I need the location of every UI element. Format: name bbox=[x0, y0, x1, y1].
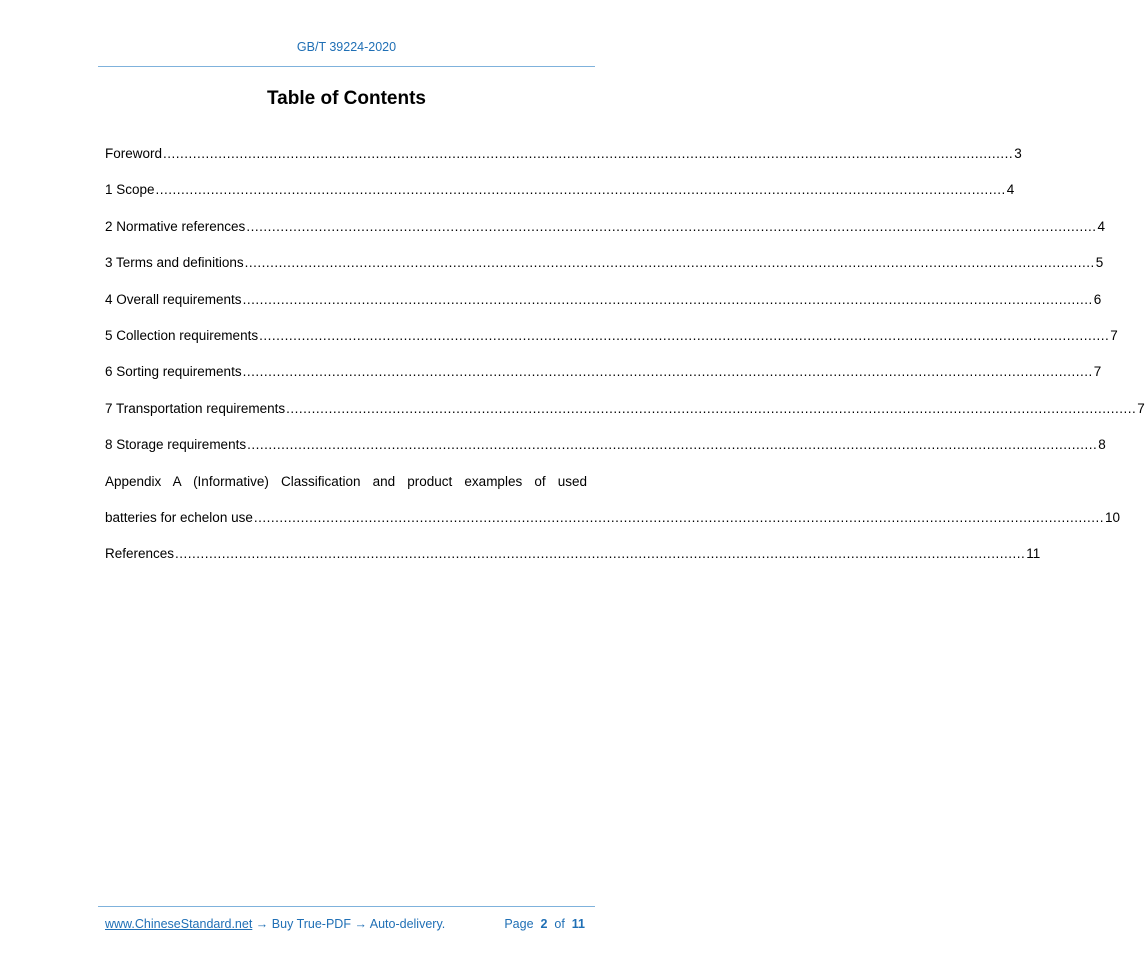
toc-leader-dots: ........................................................................................................................................................................................................ bbox=[242, 364, 1093, 380]
toc-entry-page: 11 bbox=[1026, 546, 1041, 562]
toc-entry-references[interactable] bbox=[105, 544, 1041, 580]
toc-entry-sorting-requirements[interactable] bbox=[105, 362, 1102, 398]
toc-title: Table of Contents bbox=[266, 88, 427, 109]
toc-entry-page: 5 bbox=[1095, 255, 1104, 271]
toc-entry-page: 7 bbox=[1093, 364, 1102, 380]
footer-promo bbox=[105, 917, 445, 931]
toc-leader-dots: ........................................................................................................................................................................................................ bbox=[175, 546, 1026, 562]
toc-leader-dots: ........................................................................................................................................................................................................ bbox=[253, 509, 1104, 525]
footer-page-current: 2 bbox=[540, 917, 548, 931]
toc-entry-page: 4 bbox=[1097, 218, 1105, 234]
header-divider bbox=[98, 66, 595, 67]
toc-leader-dots: ........................................................................................................................................................................................................ bbox=[246, 218, 1097, 234]
toc-entry-label: 1 Scope bbox=[105, 182, 155, 198]
toc-entry-terms-definitions[interactable] bbox=[105, 253, 1104, 289]
toc-entry-label: 2 Normative references bbox=[105, 218, 246, 234]
toc-entry-label: 6 Sorting requirements bbox=[105, 364, 242, 380]
toc-entry-label: 5 Collection requirements bbox=[105, 327, 259, 343]
toc-entry-page: 10 bbox=[1105, 509, 1121, 525]
toc-entry-scope[interactable] bbox=[105, 180, 1015, 216]
toc-entry-label: 4 Overall requirements bbox=[105, 291, 242, 307]
footer-of-word: of bbox=[554, 917, 565, 931]
footer-page-number bbox=[504, 917, 585, 931]
arrow-right-icon: → bbox=[255, 917, 269, 931]
toc-entry-page: 7 bbox=[1137, 400, 1145, 416]
toc-entry-label: 8 Storage requirements bbox=[105, 437, 247, 453]
toc-entry-label: 7 Transportation requirements bbox=[105, 400, 286, 416]
toc-leader-dots: ........................................................................................................................................................................................................ bbox=[155, 182, 1006, 198]
footer-delivery-text: Auto-delivery. bbox=[369, 917, 446, 931]
toc-entry-label: Foreword bbox=[105, 146, 163, 161]
toc-entry-label: batteries for echelon use bbox=[105, 509, 253, 525]
arrow-right-icon: → bbox=[354, 917, 367, 931]
toc-entry-normative-references[interactable] bbox=[105, 217, 1105, 253]
toc-leader-dots: ........................................................................................................................................................................................................ bbox=[286, 400, 1137, 416]
footer-site-link[interactable]: www.ChineseStandard.net bbox=[105, 917, 253, 931]
toc-entry-transportation-requirements[interactable] bbox=[105, 399, 1145, 435]
toc-entry-page: 7 bbox=[1110, 327, 1118, 343]
toc-entry-overall-requirements[interactable] bbox=[105, 290, 1102, 326]
toc-list bbox=[105, 144, 1145, 581]
footer-page-total: 11 bbox=[571, 917, 585, 931]
toc-entry-page: 3 bbox=[1014, 146, 1022, 161]
toc-entry-foreword[interactable] bbox=[105, 144, 1022, 180]
header-standard-code: GB/T 39224-2020 bbox=[296, 40, 397, 54]
toc-entry-page: 4 bbox=[1006, 182, 1015, 198]
footer-page-word: Page bbox=[504, 917, 534, 931]
toc-entry-label: References bbox=[105, 546, 175, 562]
toc-entry-page: 6 bbox=[1093, 291, 1102, 307]
toc-entry-page: 8 bbox=[1098, 437, 1106, 453]
toc-leader-dots: ........................................................................................................................................................................................................ bbox=[244, 255, 1095, 271]
toc-leader-dots: ........................................................................................................................................................................................................ bbox=[163, 146, 1014, 161]
toc-entry-appendix-a[interactable] bbox=[105, 508, 1121, 544]
toc-entry-label: 3 Terms and definitions bbox=[105, 255, 244, 271]
toc-leader-dots: ........................................................................................................................................................................................................ bbox=[242, 291, 1093, 307]
toc-entry-storage-requirements[interactable] bbox=[105, 435, 1106, 471]
footer-divider bbox=[98, 906, 595, 907]
toc-leader-dots: ........................................................................................................................................................................................................ bbox=[247, 437, 1098, 453]
toc-entry-appendix-a-line1[interactable]: Appendix A (Informative) Classification and product examples of used bbox=[105, 473, 587, 489]
toc-leader-dots: ........................................................................................................................................................................................................ bbox=[259, 327, 1110, 343]
footer-buy-text: Buy True-PDF bbox=[271, 917, 351, 931]
toc-entry-collection-requirements[interactable] bbox=[105, 326, 1118, 362]
